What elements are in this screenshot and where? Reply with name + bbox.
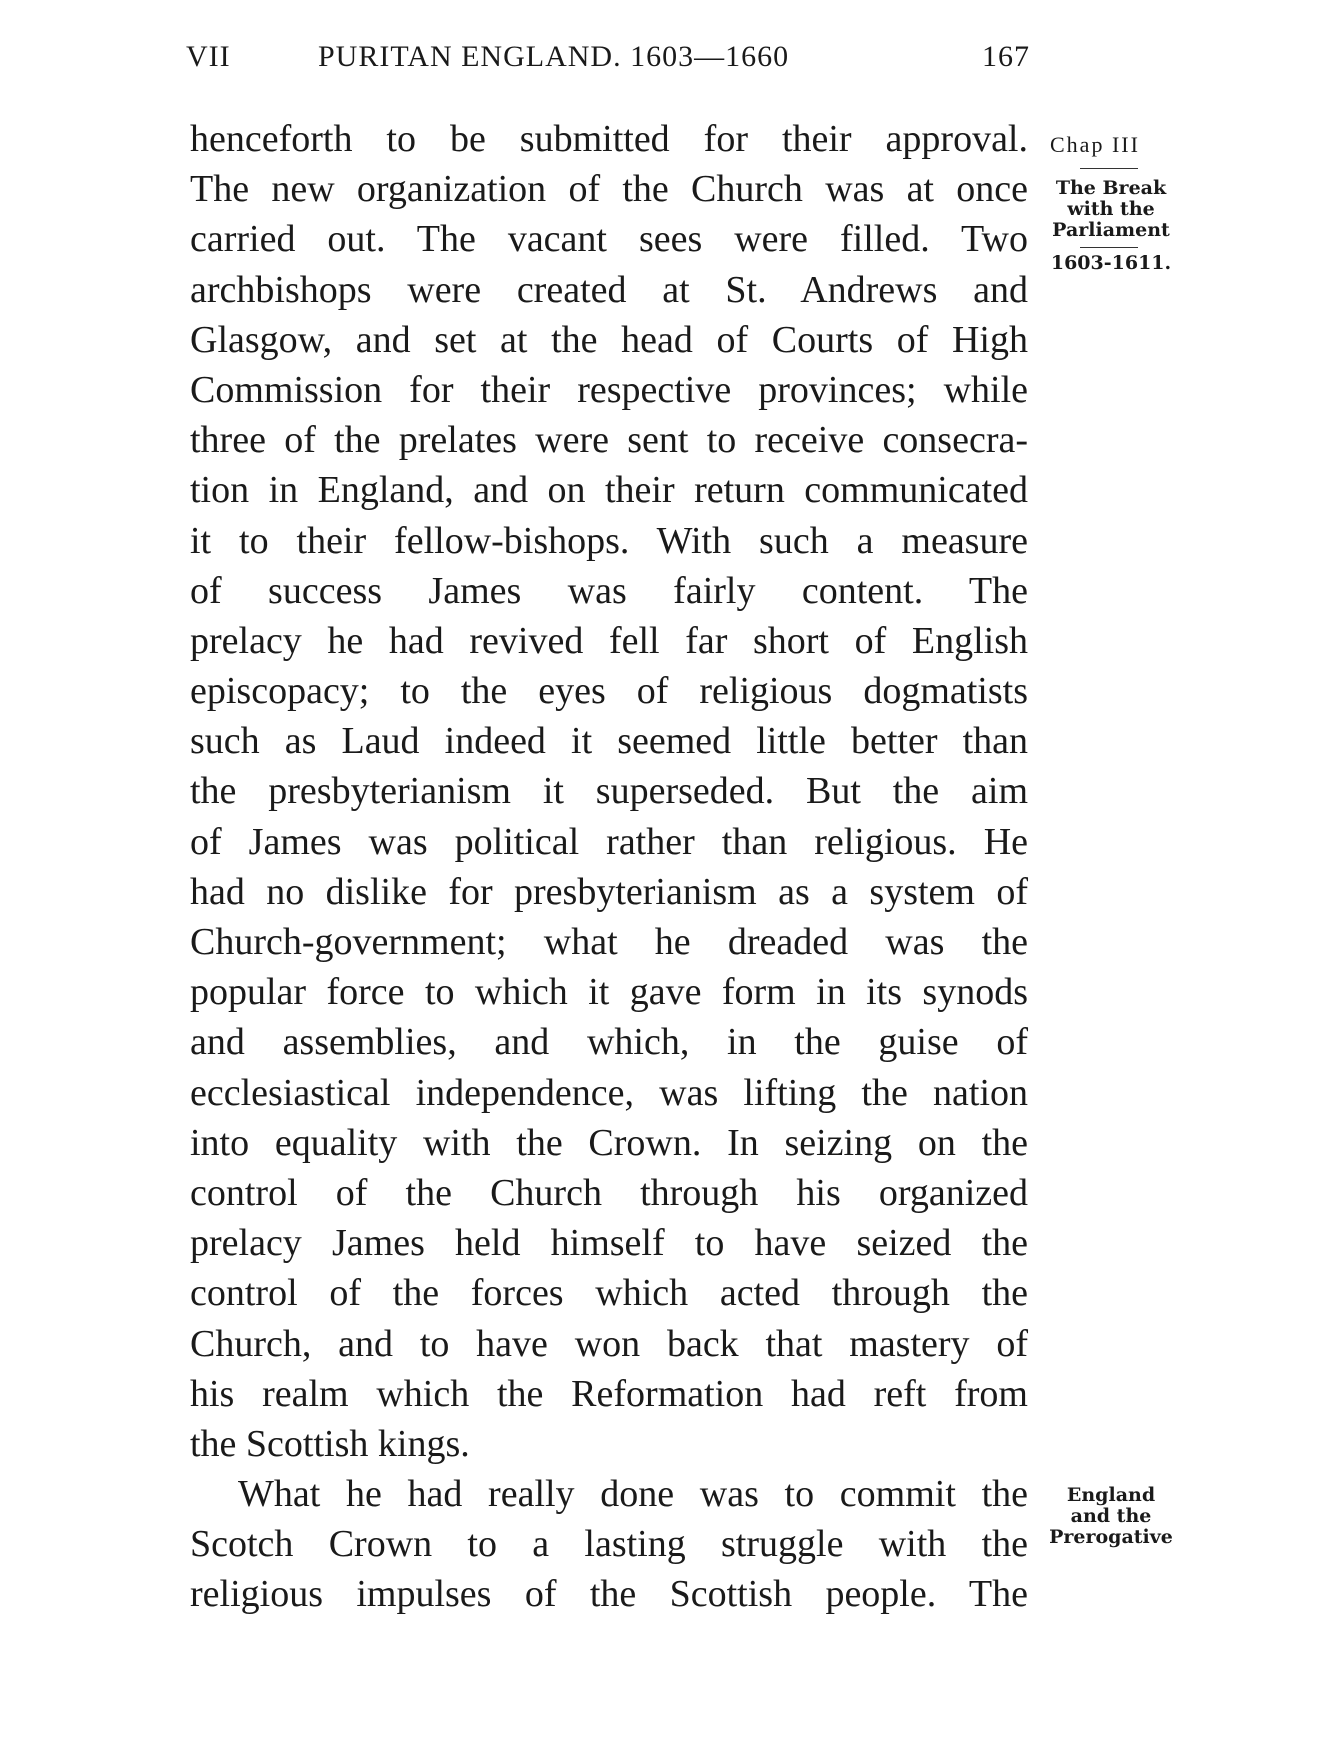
margin-rule — [1080, 168, 1138, 169]
margin-note-line: The Break — [1055, 177, 1167, 199]
margin-note-line: and the — [1070, 1505, 1152, 1527]
margin-note-break-with-parliament — [1036, 178, 1186, 274]
text-line: had no dislike for presbyterianism as a system of — [190, 870, 1028, 913]
text-line: and assemblies, and which, in the guise of — [190, 1021, 1028, 1064]
text-line: into equality with the Crown. In seizing on the — [190, 1121, 1028, 1164]
text-line: such as Laud indeed it seemed little better than — [190, 720, 1028, 763]
margin-note-line: Prerogative — [1049, 1526, 1173, 1548]
running-title: PURITAN ENGLAND. 1603—1660 — [318, 40, 790, 73]
text-line: Church-government; what he dreaded was the — [190, 921, 1028, 963]
text-line: popular force to which it gave form in its synods — [190, 971, 1028, 1014]
text-line: The new organization of the Church was at once — [190, 168, 1028, 211]
text-line: prelacy he had revived fell far short of English — [190, 619, 1028, 662]
text-line: of James was political rather than religious. He — [190, 820, 1028, 863]
text-line: the presbyterianism it superseded. But the aim — [190, 770, 1028, 813]
margin-note-england-prerogative — [1036, 1485, 1186, 1548]
text-line: archbishops were created at St. Andrews and — [190, 268, 1028, 311]
margin-note-line: Parliament — [1052, 219, 1170, 241]
text-line: What he had really done was to commit the — [238, 1473, 1028, 1516]
margin-rule — [1080, 247, 1138, 248]
text-line: henceforth to be submitted for their approval. — [190, 118, 1028, 160]
margin-note-line: England — [1066, 1484, 1156, 1506]
margin-chapter-label: Chap III — [1050, 132, 1140, 157]
text-line: carried out. The vacant sees were filled. Two — [190, 218, 1028, 261]
text-line: episcopacy; to the eyes of religious dogmatists — [190, 670, 1028, 713]
chapter-number: VII — [186, 40, 231, 73]
text-line: control of the Church through his organized — [190, 1171, 1028, 1214]
text-line: religious impulses of the Scottish people. The — [190, 1573, 1028, 1616]
margin-note-line: with the — [1067, 198, 1155, 220]
text-line: Glasgow, and set at the head of Courts of High — [190, 318, 1028, 361]
text-line: Commission for their respective provinces; while — [190, 368, 1028, 411]
page-number: 167 — [982, 40, 1030, 73]
text-line: the Scottish kings. — [190, 1422, 470, 1465]
running-header — [178, 40, 1038, 88]
text-line: control of the forces which acted through the — [190, 1272, 1028, 1315]
text-line: prelacy James held himself to have seized the — [190, 1222, 1028, 1265]
text-line: of success James was fairly content. The — [190, 569, 1028, 612]
text-line: tion in England, and on their return communicated — [190, 469, 1028, 512]
main-text — [190, 114, 1028, 1620]
text-line: ecclesiastical independence, was lifting the nation — [190, 1071, 1028, 1114]
text-line: Church, and to have won back that mastery of — [190, 1322, 1028, 1365]
margin-note-date: 1603-1611. — [1050, 252, 1172, 274]
text-line: his realm which the Reformation had reft from — [190, 1372, 1028, 1415]
text-line: Scotch Crown to a lasting struggle with the — [190, 1523, 1028, 1566]
text-line: three of the prelates were sent to receive consecra- — [190, 419, 1028, 462]
text-line: it to their fellow-bishops. With such a measure — [190, 519, 1028, 562]
